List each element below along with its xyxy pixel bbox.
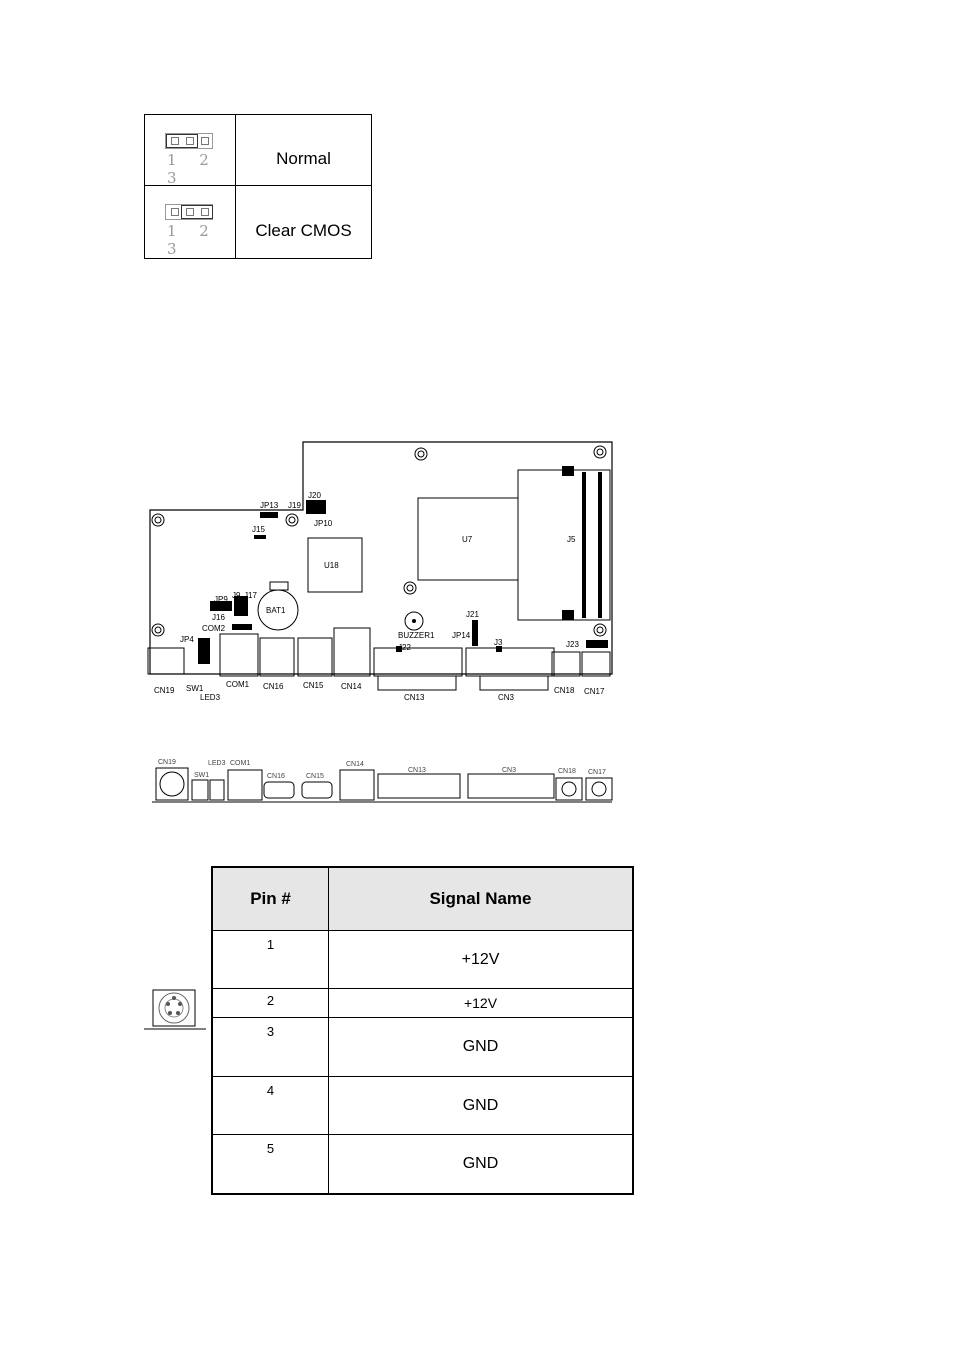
din-port-icon — [160, 772, 184, 796]
io-label-cn19: CN19 — [158, 759, 176, 766]
jumper-setting-label: Normal — [236, 115, 372, 186]
label-j23: J23 — [566, 640, 579, 649]
j20-header — [306, 500, 326, 514]
mounting-hole-icon — [404, 582, 416, 594]
cn18-port — [556, 778, 582, 800]
cn13-connector — [374, 648, 462, 676]
pin-icon — [201, 137, 209, 145]
signal-name: GND — [329, 1077, 634, 1135]
label-led3: LED3 — [200, 693, 221, 702]
label-j21: J21 — [466, 610, 479, 619]
pin-number: 3 — [212, 1018, 329, 1077]
table-row — [212, 1018, 633, 1077]
io-label-cn14: CN14 — [346, 761, 364, 768]
label-cn16: CN16 — [263, 682, 284, 691]
pin-icon — [171, 137, 179, 145]
label-bat1: BAT1 — [266, 606, 286, 615]
pin-number: 4 — [212, 1077, 329, 1135]
table-row — [212, 989, 633, 1018]
mounting-hole-icon — [152, 624, 164, 636]
label-sw1: SW1 — [186, 684, 204, 693]
jumper-pins — [165, 204, 213, 220]
label-jp10: JP10 — [314, 519, 333, 528]
mounting-hole-icon — [286, 514, 298, 526]
board-layout-diagram — [140, 438, 620, 708]
cn13-port — [378, 774, 460, 798]
label-j5: J5 — [567, 535, 576, 544]
label-cn18: CN18 — [554, 686, 575, 695]
signal-name-header: Signal Name — [329, 867, 634, 931]
jumper-pin-numbers: 1 2 3 — [167, 222, 218, 258]
label-j22: J22 — [398, 643, 411, 652]
cn16-port — [264, 782, 294, 798]
jumper-pin-numbers: 1 2 3 — [167, 151, 218, 187]
cn17-port — [586, 778, 612, 800]
pin-icon — [201, 208, 209, 216]
label-j17: J17 — [244, 591, 257, 600]
label-cn13: CN13 — [404, 693, 425, 702]
pin-icon — [186, 137, 194, 145]
com1-port — [228, 770, 262, 800]
label-cn3: CN3 — [498, 693, 515, 702]
pin-number: 5 — [212, 1135, 329, 1194]
signal-name: +12V — [329, 989, 634, 1018]
pin-number-header: Pin # — [212, 867, 329, 931]
j5-sodimm-slot — [518, 470, 610, 620]
label-cn17: CN17 — [584, 687, 605, 696]
cn13-connector-body — [378, 676, 456, 690]
io-label-cn17: CN17 — [588, 769, 606, 776]
table-row — [212, 1135, 633, 1194]
io-label-cn16: CN16 — [267, 773, 285, 780]
mounting-hole-icon — [152, 514, 164, 526]
cn3-port — [468, 774, 554, 798]
cn17-connector — [582, 652, 610, 676]
label-buzzer1: BUZZER1 — [398, 631, 435, 640]
cn3-connector — [466, 648, 554, 676]
cn15-connector — [298, 638, 332, 676]
j15-header — [254, 535, 266, 539]
label-jp4: JP4 — [180, 635, 194, 644]
sw1-switch — [192, 780, 208, 800]
com2-header — [232, 624, 252, 630]
label-j15: J15 — [252, 525, 265, 534]
label-jp9: JP9 — [214, 595, 228, 604]
jumper-row-normal — [145, 115, 372, 186]
jumper-row-clear-cmos — [145, 186, 372, 259]
cn14-port — [340, 770, 374, 800]
jumper-settings-table — [144, 114, 372, 259]
j23-header — [586, 640, 608, 648]
io-label-cn3: CN3 — [502, 767, 517, 774]
jumper-setting-label: Clear CMOS — [236, 186, 372, 259]
pin-number: 2 — [212, 989, 329, 1018]
io-label-cn15: CN15 — [306, 773, 324, 780]
cn15-port — [302, 782, 332, 798]
io-label-com1: COM1 — [230, 760, 251, 767]
pin-table-header — [212, 867, 633, 931]
signal-name: GND — [329, 1135, 634, 1194]
din-connector-icon — [144, 988, 206, 1032]
label-cn19: CN19 — [154, 686, 175, 695]
cn3-connector-body — [480, 676, 548, 690]
signal-name: +12V — [329, 931, 634, 989]
io-label-led3: LED3 — [208, 760, 226, 767]
cn19-connector — [148, 648, 184, 674]
pin-icon — [186, 208, 194, 216]
led3-indicator — [210, 780, 224, 800]
com1-connector — [220, 634, 258, 676]
label-cn14: CN14 — [341, 682, 362, 691]
jumper-diagram-normal — [145, 115, 236, 186]
mounting-hole-icon — [594, 624, 606, 636]
jp4-header — [198, 638, 210, 664]
label-u7: U7 — [462, 535, 473, 544]
label-com1: COM1 — [226, 680, 250, 689]
pin-number: 1 — [212, 931, 329, 989]
cn18-connector — [552, 652, 580, 676]
io-label-cn18: CN18 — [558, 768, 576, 775]
label-j3: J3 — [494, 638, 503, 647]
jp13-header — [260, 512, 278, 518]
jp14-header — [472, 620, 478, 646]
mounting-hole-icon — [415, 448, 427, 460]
label-j16: J16 — [212, 613, 225, 622]
rear-io-panel-diagram — [150, 756, 616, 806]
io-label-cn13: CN13 — [408, 767, 426, 774]
label-u18: U18 — [324, 561, 339, 570]
label-com2: COM2 — [202, 624, 226, 633]
cn19-port — [156, 768, 188, 800]
label-j9: J9 — [232, 591, 241, 600]
mounting-hole-icon — [594, 446, 606, 458]
label-j19: J19 — [288, 501, 301, 510]
cn16-connector — [260, 638, 294, 676]
table-row — [212, 1077, 633, 1135]
board-outline — [150, 442, 612, 674]
table-row — [212, 931, 633, 989]
jumper-diagram-clear-cmos — [145, 186, 236, 259]
cn14-connector — [334, 628, 370, 676]
label-cn15: CN15 — [303, 681, 324, 690]
label-j20: J20 — [308, 491, 321, 500]
pin-assignment-table — [211, 866, 634, 1195]
pin-icon — [171, 208, 179, 216]
label-jp14: JP14 — [452, 631, 471, 640]
jumper-pins — [165, 133, 213, 149]
io-label-sw1: SW1 — [194, 772, 210, 779]
signal-name: GND — [329, 1018, 634, 1077]
label-jp13: JP13 — [260, 501, 279, 510]
